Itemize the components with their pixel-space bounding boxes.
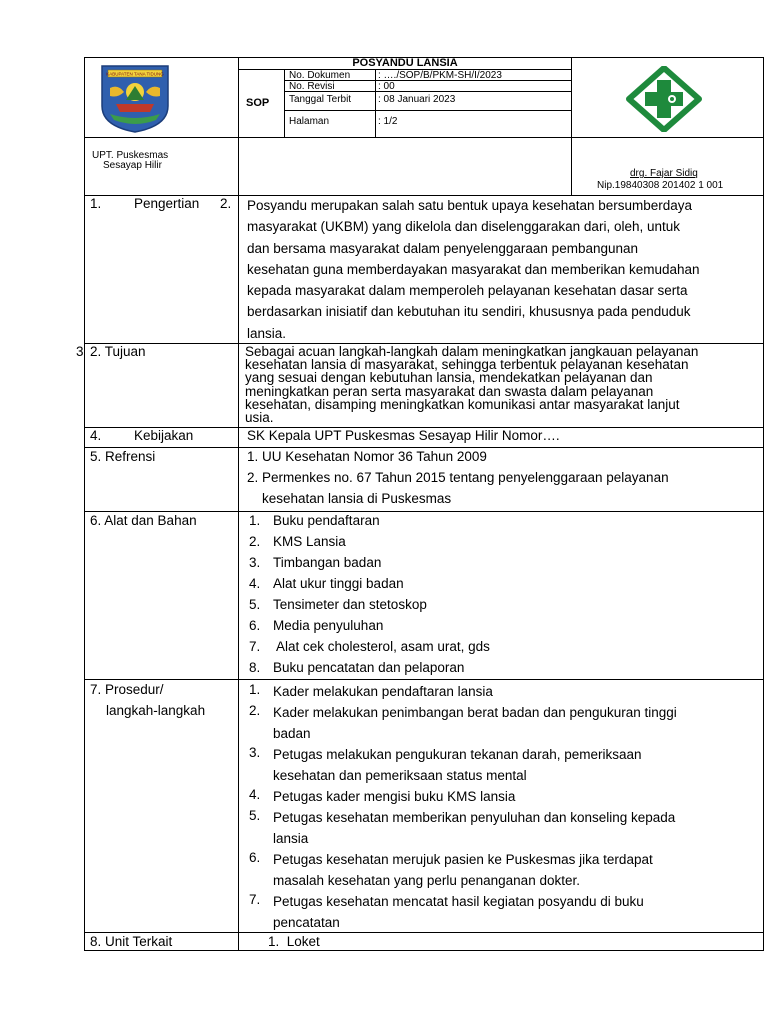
list-item-num: 6. — [249, 850, 261, 865]
prosedur-label-cont: langkah-langkah — [106, 703, 206, 718]
meta-label-page: Halaman — [289, 116, 330, 127]
meta-label-doc: No. Dokumen — [289, 70, 351, 81]
list-item-num: 7. — [249, 892, 261, 907]
list-item: Petugas kesehatan mencatat hasil kegiatan posyandu di buku pencatatan — [273, 894, 644, 930]
meta-value-doc: : …./SOP/B/PKM-SH/I/2023 — [378, 70, 502, 81]
pengertian-num: 1. — [90, 196, 102, 211]
meta-label-rev: No. Revisi — [289, 81, 335, 92]
list-item: Kader melakukan penimbangan berat badan dan pengukuran tinggi badan — [273, 705, 677, 741]
list-item: Tensimeter dan stetoskop — [273, 597, 427, 612]
regency-crest-logo — [96, 62, 174, 134]
list-item: Buku pencatatan dan pelaporan — [273, 660, 465, 675]
list-item: Petugas kesehatan memberikan penyuluhan dan konseling kepada lansia — [273, 810, 676, 846]
list-item: Alat ukur tinggi badan — [273, 576, 404, 591]
meta-value-page: : 1/2 — [378, 116, 398, 127]
meta-value-rev: : 00 — [378, 81, 395, 92]
list-item: Media penyuluhan — [273, 618, 384, 633]
alat-label: 6. Alat dan Bahan — [90, 513, 197, 528]
meta-label-date: Tanggal Terbit — [289, 94, 352, 105]
list-item-num: 2. — [249, 534, 261, 549]
list-item-num: 4. — [249, 576, 261, 591]
referensi-item-1: 1. UU Kesehatan Nomor 36 Tahun 2009 — [247, 449, 487, 464]
list-item: Alat cek cholesterol, asam urat, gds — [273, 639, 490, 654]
list-item-num: 3. — [249, 745, 261, 760]
referensi-item-2-cont: kesehatan lansia di Puskesmas — [262, 491, 452, 506]
list-item: Petugas kesehatan merujuk pasien ke Puskesmas jika terdapat masalah kesehatan yang perlu penanganan dokter. — [273, 852, 653, 888]
list-item-num: 1. — [249, 682, 261, 697]
kebijakan-text: SK Kepala UPT Puskesmas Sesayap Hilir Nomor…. — [247, 428, 560, 443]
margin-mark: 3 — [76, 344, 84, 359]
kebijakan-label: Kebijakan — [134, 428, 194, 443]
puskesmas-logo — [626, 66, 702, 132]
list-item: Petugas kader mengisi buku KMS lansia — [273, 789, 516, 804]
unit-item-1: 1. Loket — [268, 934, 320, 949]
list-item: Kader melakukan pendaftaran lansia — [273, 684, 493, 699]
list-item-num: 4. — [249, 787, 261, 802]
document-title: POSYANDU LANSIA — [352, 57, 458, 69]
list-item-num: 8. — [249, 660, 261, 675]
pengertian-label: Pengertian — [134, 196, 200, 211]
sop-label: SOP — [246, 97, 270, 109]
kebijakan-num: 4. — [90, 428, 102, 443]
list-item-num: 5. — [249, 597, 261, 612]
list-item-num: 7. — [249, 639, 261, 654]
list-item-num: 5. — [249, 808, 261, 823]
list-item: Timbangan badan — [273, 555, 382, 570]
tujuan-text: Sebagai acuan langkah-langkah dalam meningkatkan jangkauan pelayanan kesehatan lansia di masyarakat, sehingga terbentuk pelayanan kesehatan yang sesuai dengan kebutuhan lansia, mendekatkan pelayanan dan meningkatkan peran serta masyarakat dan swasta dalam pelayanan kesehatan, disamping meningkatkan komunikasi antar masyarakat lanjut usia. — [245, 344, 699, 426]
list-item-num: 2. — [249, 703, 261, 718]
unit-label: 8. Unit Terkait — [90, 934, 173, 949]
meta-value-date: : 08 Januari 2023 — [378, 94, 456, 105]
list-item: Petugas melakukan pengukuran tekanan darah, pemeriksaan kesehatan dan pemeriksaan status mental — [273, 747, 642, 783]
referensi-label: 5. Refrensi — [90, 449, 156, 464]
signer-nip: Nip.19840308 201402 1 001 — [597, 180, 724, 191]
list-item-num: 3. — [249, 555, 261, 570]
tujuan-label: 2. Tujuan — [90, 344, 146, 359]
list-item-num: 1. — [249, 513, 261, 528]
list-item: KMS Lansia — [273, 534, 346, 549]
org-unit: Sesayap Hilir — [103, 160, 162, 171]
pengertian-text: Posyandu merupakan salah satu bentuk upaya kesehatan bersumberdaya masyarakat (UKBM) yang dikelola dan diselenggarakan dari, oleh, untuk dan bersama masyarakat dalam penyelenggaraan pembangunan kesehatan guna memberdayakan masyarakat dan memberikan kemudahan kepada masyarakat dalam memperoleh pelayanan kesehatan dasar serta berdasarkan inisiatif dan kebutuhan itu sendiri, khususnya pada penduduk lansia. — [247, 198, 700, 341]
org-name: UPT. Puskesmas — [92, 150, 169, 161]
signer-name: drg. Fajar Sidiq — [630, 168, 698, 179]
crest-banner-text: KABUPATEN TANA TIDUNG — [106, 71, 164, 77]
prosedur-label: 7. Prosedur/ — [90, 682, 164, 697]
referensi-item-2: 2. Permenkes no. 67 Tahun 2015 tentang penyelenggaraan pelayanan — [247, 470, 669, 485]
list-item: Buku pendaftaran — [273, 513, 380, 528]
list-item-num: 6. — [249, 618, 261, 633]
pengertian-item-num: 2. — [220, 196, 232, 211]
